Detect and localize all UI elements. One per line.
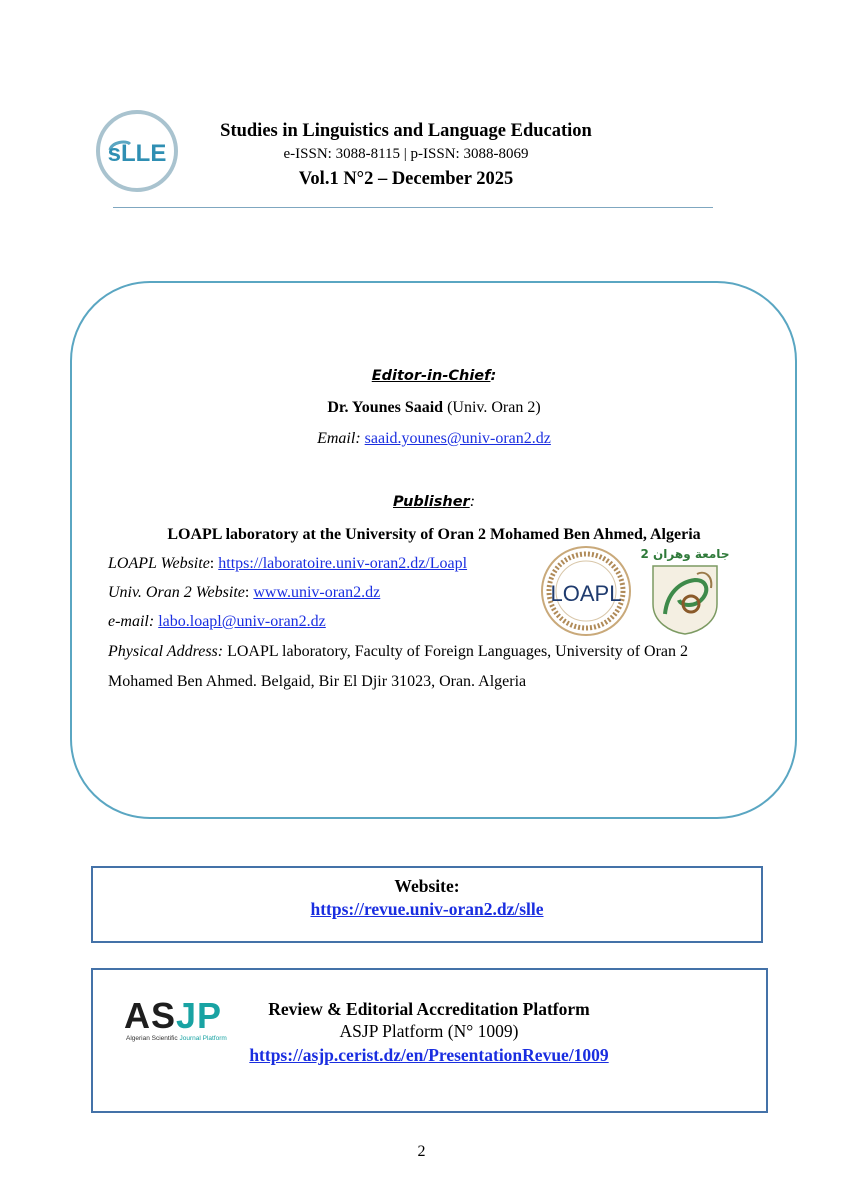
asjp-title: Review & Editorial Accreditation Platform: [268, 999, 590, 1019]
asjp-logo: ASJP Algerian Scientific Journal Platform: [124, 995, 227, 1042]
univ-website-link[interactable]: www.univ-oran2.dz: [253, 584, 381, 601]
asjp-logo-as: AS: [124, 995, 177, 1036]
editor-email-link[interactable]: saaid.younes@univ-oran2.dz: [364, 430, 551, 447]
editor-heading-line: Editor-in-Chief:: [371, 368, 497, 384]
journal-volume: Vol.1 N°2 – December 2025: [298, 169, 514, 189]
journal-title: Studies in Linguistics and Language Education: [220, 121, 592, 141]
website-label: Website:: [394, 876, 460, 896]
asjp-url-line: [226, 1045, 632, 1066]
journal-logo-text: sLLE: [107, 140, 167, 167]
journal-issn: e-ISSN: 3088-8115 | p-ISSN: 3088-8069: [283, 146, 529, 162]
editor-email-line: [108, 430, 760, 448]
address-line-1: Physical Address: LOAPL laboratory, Faculty of Foreign Languages, University of Oran 2: [108, 643, 689, 660]
loapl-website-line: LOAPL Website: https://laboratoire.univ-oran2.dz/Loapl: [108, 555, 468, 572]
page-number: 2: [417, 1143, 426, 1160]
loapl-website-link[interactable]: https://laboratoire.univ-oran2.dz/Loapl: [218, 555, 468, 572]
loapl-logo-text: LOAPL: [550, 581, 622, 606]
oran-logo-text: جامعة وهران 2: [640, 547, 730, 561]
univ-website-line: Univ. Oran 2 Website: www.univ-oran2.dz: [108, 584, 381, 601]
asjp-platform: ASJP Platform (N° 1009): [339, 1021, 519, 1041]
publisher-name: LOAPL laboratory at the University of Oran 2 Mohamed Ben Ahmed, Algeria: [167, 526, 701, 543]
publisher-email-link[interactable]: labo.loapl@univ-oran2.dz: [158, 613, 326, 630]
address-label: Physical Address:: [108, 643, 224, 660]
editor-heading: Editor-in-Chief: [371, 368, 491, 384]
editor-affiliation: (Univ. Oran 2): [443, 399, 541, 416]
loapl-logo: [540, 545, 632, 637]
asjp-link[interactable]: https://asjp.cerist.dz/en/PresentationRevue/1009: [249, 1045, 609, 1065]
header-divider: [113, 207, 713, 208]
address-line-2: Mohamed Ben Ahmed. Belgaid, Bir El Djir 31023, Oran. Algeria: [108, 673, 527, 690]
publisher-email-label: e-mail:: [108, 613, 155, 630]
publisher-email-line: [108, 613, 326, 631]
publisher-heading: Publisher: [392, 494, 470, 510]
loapl-website-label: LOAPL Website: [108, 555, 210, 572]
website-url-line: [91, 899, 763, 920]
journal-website-link[interactable]: https://revue.univ-oran2.dz/slle: [310, 899, 544, 919]
journal-logo: [96, 110, 178, 192]
asjp-logo-jp: JP: [176, 995, 223, 1036]
university-oran2-logo: [640, 544, 730, 636]
univ-website-label: Univ. Oran 2 Website: [108, 584, 245, 601]
editor-email-label: Email:: [317, 430, 361, 447]
editor-name: Dr. Younes Saaid: [327, 399, 444, 416]
publisher-heading-line: Publisher:: [392, 493, 476, 510]
editor-name-line: [108, 399, 760, 417]
